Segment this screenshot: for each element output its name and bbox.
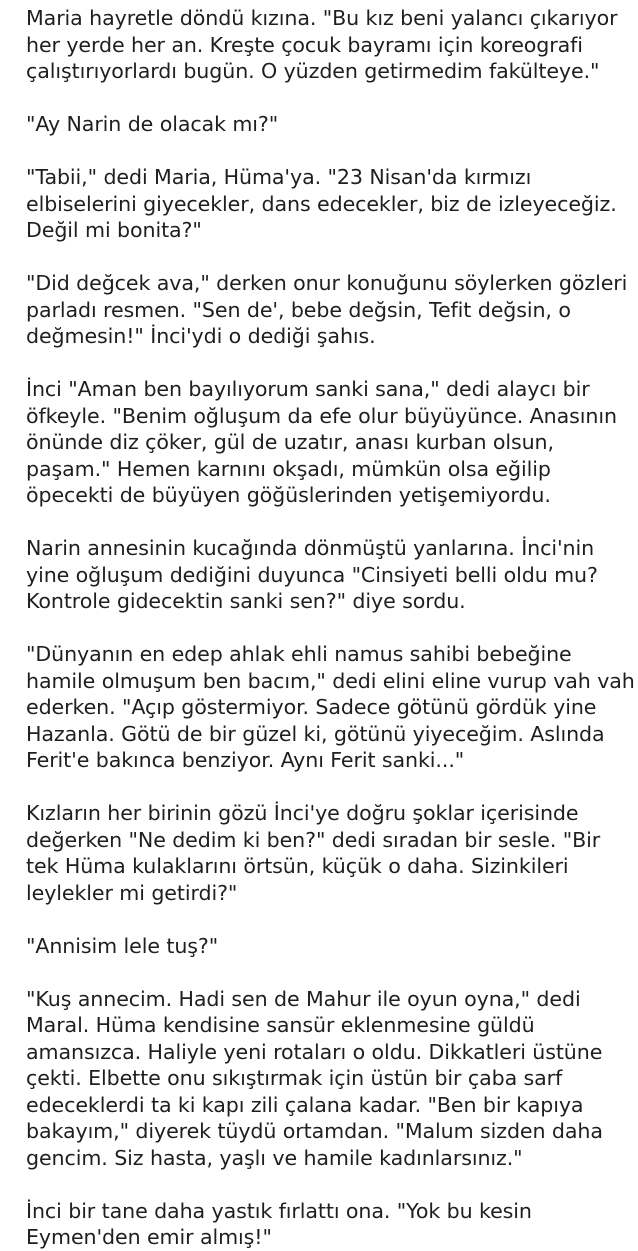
text-line: Narin annesinin kucağında dönmüştü yanlarına. İnci'nin — [26, 536, 595, 560]
text-line: Hazanla. Götü de bir güzel ki, götünü yiyeceğim. Aslında — [26, 721, 605, 746]
text-line: "Kuş annecim. Hadi sen de Mahur ile oyun oyna," dedi — [26, 986, 581, 1011]
text-line: Eymen'den emir almış!" — [26, 1225, 272, 1249]
text-line: "Ay Narin de olacak mı?" — [26, 112, 279, 136]
text-line: Maria hayretle döndü kızına. "Bu kız beni yalancı çıkarıyor — [26, 6, 618, 30]
text-line: İnci "Aman ben bayılıyorum sanki sana," dedi alaycı bir — [26, 377, 590, 401]
text-line: önünde diz çöker, gül de uzatır, anası kurban olsun, — [26, 430, 554, 454]
text-line: değmesin!" İnci'ydi o dediği şahıs. — [26, 324, 376, 348]
text-line: her yerde her an. Kreşte çocuk bayramı için koreografi — [26, 32, 583, 57]
text-line: ederken. "Açıp göstermiyor. Sadece götünü gördük yine — [26, 695, 597, 719]
paragraph — [26, 376, 624, 509]
text-line: bakayım," diyerek tüydü ortamdan. "Malum sizden daha — [26, 1119, 603, 1143]
text-line: İnci bir tane daha yastık fırlattı ona. "Yok bu kesin — [26, 1198, 532, 1223]
paragraph — [26, 164, 624, 244]
text-line: tek Hüma kulaklarını örtsün, küçük o daha. Sizinkileri — [26, 854, 569, 878]
text-line: öpecekti de büyüyen göğüslerinden yetişemiyordu. — [26, 483, 551, 507]
paragraph — [26, 111, 624, 138]
text-line: leylekler mi getirdi?" — [26, 880, 238, 905]
text-line: "Tabii," dedi Maria, Hüma'ya. "23 Nisan'da kırmızı — [26, 165, 532, 189]
text-line: yine oğluşum dediğini duyunca "Cinsiyeti belli oldu mu? — [26, 562, 598, 587]
text-line: "Did değcek ava," derken onur konuğunu söylerken gözleri — [26, 271, 628, 295]
text-line: Kontrole gidecektin sanki sen?" diye sordu. — [26, 589, 466, 613]
text-line: Kızların her birinin gözü İnci'ye doğru şoklar içerisinde — [26, 801, 579, 825]
text-line: parladı resmen. "Sen de', bebe değsin, Tefit değsin, o — [26, 297, 571, 322]
paragraph — [26, 1198, 624, 1251]
paragraph — [26, 535, 624, 615]
paragraph — [26, 933, 624, 960]
text-line: değerken "Ne dedim ki ben?" dedi sıradan bir sesle. "Bir — [26, 827, 601, 852]
text-line: çekti. Elbette onu sıkıştırmak için üstün bir çaba sarf — [26, 1066, 563, 1090]
text-line: amansızca. Haliyle yeni rotaları o oldu. Dikkatleri üstüne — [26, 1039, 603, 1064]
text-line: elbiselerini giyecekler, dans edecekler, biz de izleyeceğiz. — [26, 191, 617, 216]
text-line: paşam." Hemen karnını okşadı, mümkün olsa eğilip — [26, 456, 551, 481]
text-line: gencim. Siz hasta, yaşlı ve hamile kadınlarsınız." — [26, 1145, 523, 1170]
text-line: Ferit'e bakınca benziyor. Aynı Ferit sanki..." — [26, 748, 465, 772]
paragraph — [26, 641, 635, 774]
text-line: "Annisim lele tuş?" — [26, 933, 219, 958]
text-line: öfkeyle. "Benim oğluşum da efe olur büyüyünce. Anasının — [26, 403, 617, 428]
text-line: edeceklerdi ta ki kapı zili çalana kadar. "Ben bir kapıya — [26, 1092, 584, 1117]
text-line: çalıştırıyorlardı bugün. O yüzden getirmedim fakülteye." — [26, 59, 600, 83]
text-line: hamile olmuşum ben bacım," dedi elini eline vurup vah vah — [26, 668, 635, 693]
text-line: Maral. Hüma kendisine sansür eklenmesine güldü — [26, 1013, 535, 1037]
paragraph — [26, 986, 624, 1172]
paragraph — [26, 270, 628, 350]
paragraph — [26, 5, 624, 85]
text-line: Değil mi bonita?" — [26, 218, 202, 242]
paragraph — [26, 800, 624, 906]
text-line: "Dünyanın en edep ahlak ehli namus sahibi bebeğine — [26, 642, 572, 666]
